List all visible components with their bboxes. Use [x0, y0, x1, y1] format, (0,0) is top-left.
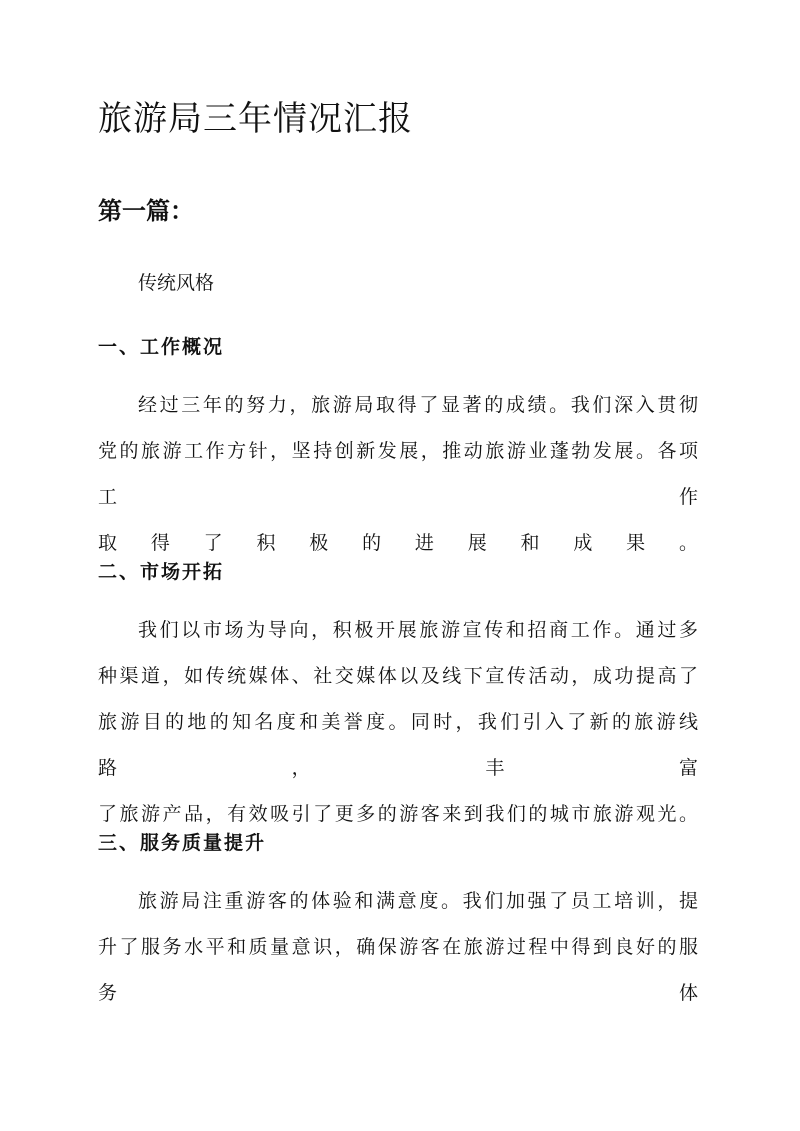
paragraph-line: 取得了积极的进展和成果。 — [98, 532, 700, 554]
part-heading: 第一篇： — [98, 196, 194, 225]
section-heading-service-quality: 三、服务质量提升 — [98, 832, 267, 854]
style-label: 传统风格 — [138, 272, 215, 294]
section-heading-work-overview: 一、工作概况 — [98, 336, 225, 358]
paragraph-line: 的旅游工作方针，坚持创新发展，推动旅游业蓬勃发展。各项工作 — [98, 440, 700, 508]
section-heading-market-expansion: 二、市场开拓 — [98, 561, 225, 583]
section-paragraph-work-overview — [98, 382, 700, 566]
section-paragraph-service-quality — [98, 878, 700, 1016]
section-paragraph-market-expansion — [98, 607, 700, 837]
paragraph-line: 我们以市场为导向，积极开展旅游宣传和招商工作。通过多种 — [98, 619, 700, 687]
paragraph-line: 渠道，如传统媒体、社交媒体以及线下宣传活动，成功提高了旅游 — [98, 665, 700, 733]
paragraph-line: 经过三年的努力，旅游局取得了显著的成绩。我们深入贯彻党 — [98, 394, 700, 462]
paragraph-line: 旅游局注重游客的体验和满意度。我们加强了员工培训，提升 — [98, 890, 700, 958]
paragraph-line: 了旅游产品，有效吸引了更多的游客来到我们的城市旅游观光。 — [98, 803, 700, 825]
document-title: 旅游局三年情况汇报 — [98, 99, 413, 139]
paragraph-line: 了服务水平和质量意识，确保游客在旅游过程中得到良好的服务体 — [98, 936, 700, 1004]
paragraph-line: 目的地的知名度和美誉度。同时，我们引入了新的旅游线路，丰富 — [98, 711, 700, 779]
